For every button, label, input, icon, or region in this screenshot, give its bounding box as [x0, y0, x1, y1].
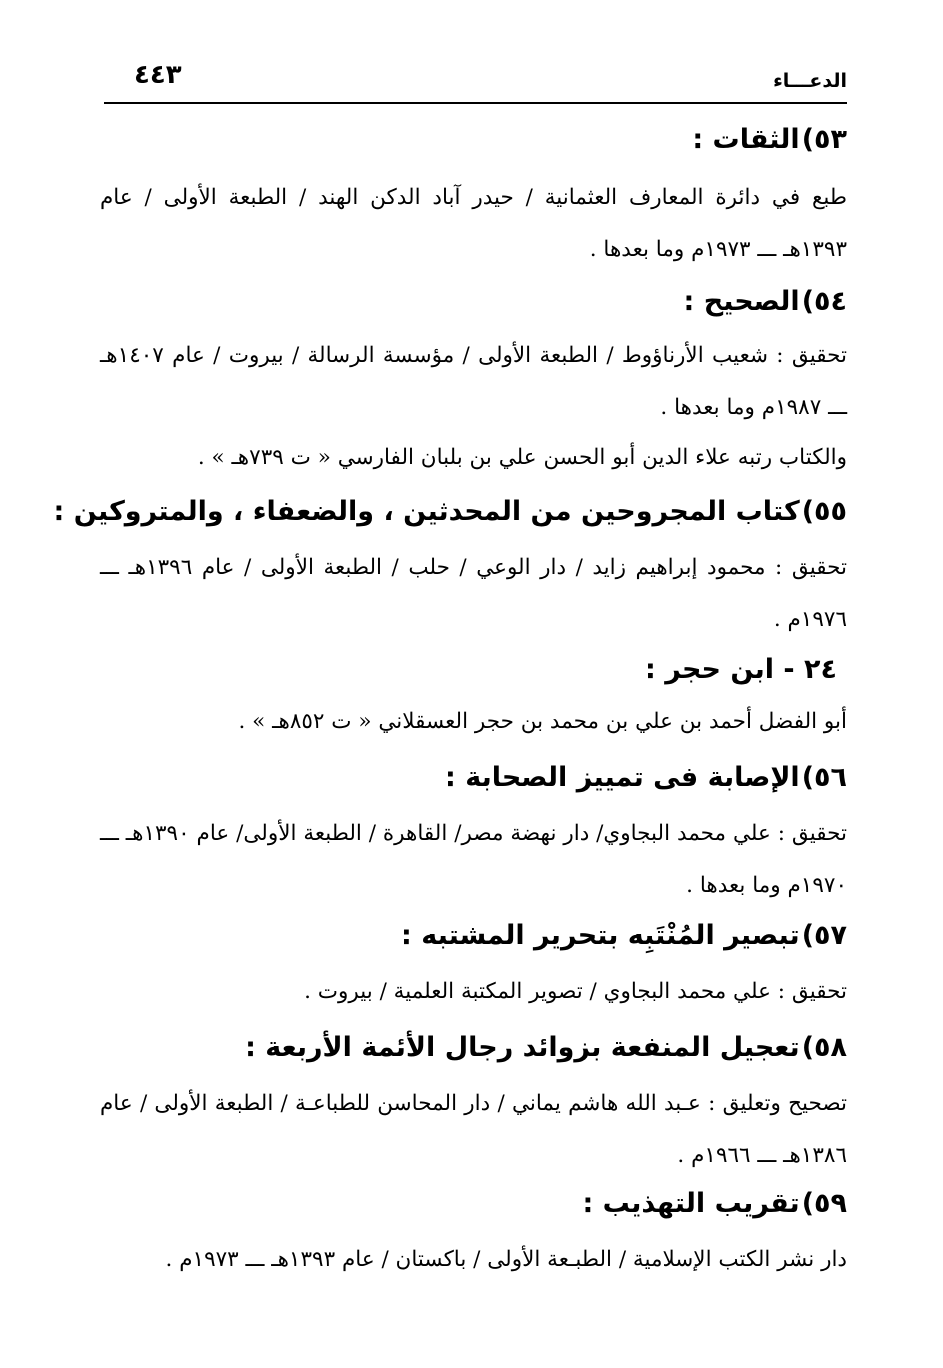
entry-heading	[53, 492, 847, 532]
author-fullname: أبو الفضل أحمد بن علي بن محمد بن حجر العسقلاني « ت ٨٥٢هـ » .	[238, 709, 847, 734]
entry-number: ٥٨)	[801, 1032, 847, 1063]
entry-number: ٥٤)	[801, 286, 847, 317]
author-heading: ٢٤ - ابن حجر :	[645, 654, 837, 685]
running-header	[104, 56, 847, 104]
entry-body: تحقيق : شعيب الأرناؤوط / الطبعة الأولى / مؤسسة الرسالة / بيروت / عام ١٤٠٧هـ ـــ ١٩٨٧م وما بعدها .	[100, 343, 847, 420]
entry-body: تحقيق : علي محمد البجاوي/ دار نهضة مصر/ القاهرة / الطبعة الأولى/ عام ١٣٩٠هـ ـــ ١٩٧٠م وما بعدها .	[100, 821, 847, 898]
entry-body: تصحيح وتعليق : عـبد الله هاشم يماني / دار المحاسن للطباعـة / الطبعة الأولى / عام ١٣٨٦هـ ـــ ١٩٦٦م .	[100, 1091, 847, 1168]
entry-heading	[100, 1028, 847, 1068]
entry-title: الصحيح :	[683, 286, 800, 317]
entry-heading	[100, 120, 847, 160]
entry-heading	[100, 282, 847, 322]
entry-title: كتاب المجروحين من المحدثين ، والضعفاء ، والمتروكين :	[53, 496, 800, 527]
entry-title: تعجيل المنفعة بزوائد رجال الأئمة الأربعة :	[245, 1032, 800, 1063]
entry-body: دار نشر الكتب الإسلامية / الطبـعة الأولى / باكستان / عام ١٣٩٣هـ ـــ ١٩٧٣م .	[165, 1247, 847, 1272]
entry-title: الإصابة فى تمييز الصحابة :	[445, 762, 800, 793]
entry-number: ٥٧)	[801, 920, 847, 951]
entry-note: والكتاب رتبه علاء الدين أبو الحسن علي بن بلبان الفارسي « ت ٧٣٩هـ » .	[197, 445, 847, 470]
entry-title: الثقات :	[692, 124, 800, 155]
entry-body: طبع في دائرة المعارف العثمانية / حيدر آباد الدكن الهند / الطبعة الأولى / عام ١٣٩٣هـ ـــ ١٩٧٣م وما بعدها .	[100, 185, 847, 262]
entry-body: تحقيق : محمود إبراهيم زايد / دار الوعي / حلب / الطبعة الأولى / عام ١٣٩٦هـ ـــ ١٩٧٦م .	[100, 555, 847, 632]
running-title: الدعـــاء	[773, 70, 847, 92]
entry-title: تبصير المُنْتَبِه بتحرير المشتبه :	[401, 920, 800, 951]
entry-number: ٥٦)	[801, 762, 847, 793]
entry-heading	[100, 916, 847, 956]
entry-heading	[100, 1184, 847, 1224]
entry-number: ٥٣)	[801, 124, 847, 155]
entry-title: تقريب التهذيب :	[582, 1188, 800, 1219]
entry-heading	[100, 758, 847, 798]
page-number: ٤٤٣	[134, 60, 182, 90]
entry-number: ٥٩)	[801, 1188, 847, 1219]
entry-body: تحقيق : علي محمد البجاوي / تصوير المكتبة العلمية / بيروت .	[304, 979, 847, 1004]
entry-number: ٥٥)	[801, 496, 847, 527]
